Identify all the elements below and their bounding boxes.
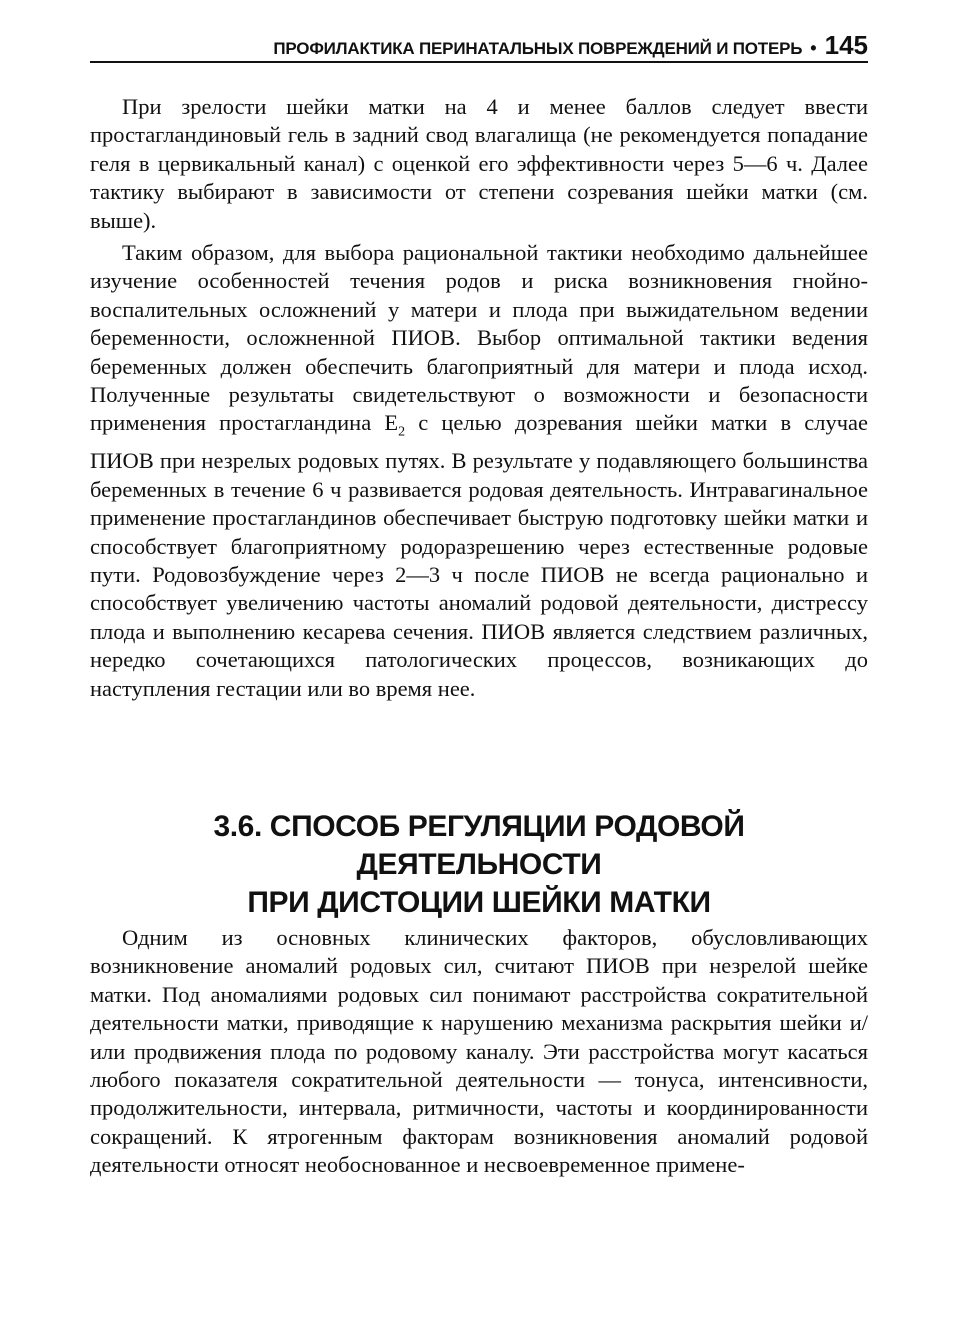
- paragraph-text: с целью дозревания шейки матки в случае ПИОВ при незрелых родовых путях. В результате у подавляющего большинства беременных в течение 6 ч развивается родовая деятельность. Интравагинальное применение простагландинов обеспечивает быструю подготовку шейки матки и способствует благоприятному родоразрешению через естественные родовые пути. Родовозбуждение через 2—3 ч после ПИОВ не всегда рационально и способствует увеличению частоты аномалий родовой деятельности, дистрессу плода и выполнению кесарева сечения. ПИОВ является следствием различных, нередко сочетающихся патологических процессов, возникающих до наступления гестации или во время нее.: [90, 410, 868, 701]
- header-rule: [90, 61, 868, 63]
- section-heading: [90, 808, 868, 922]
- page-number: 145: [824, 30, 868, 60]
- section-heading-line: 3.6. СПОСОБ РЕГУЛЯЦИИ РОДОВОЙ ДЕЯТЕЛЬНОСТИ: [213, 810, 745, 881]
- paragraph-text: Таким образом, для выбора рациональной тактики необходимо дальнейшее изучение особенностей течения родов и риска возникновения гнойно-воспалительных осложнений у матери и плода при выжидательном ведении беременности, осложненной ПИОВ. Выбор оптимальной тактики ведения беременных должен обеспечить благоприятный для матери и плода исход. Полученные результаты свидетельствуют о возможности и безопасности применения простагландина E: [90, 240, 868, 436]
- paragraph: При зрелости шейки матки на 4 и менее баллов следует ввести простагландиновый гель в задний свод влагалища (не рекомендуется попадание геля в цервикальный канал) с оценкой его эффективности через 5—6 ч. Далее тактику выбирают в зависимости от степени созревания шейки матки (см. выше).: [90, 94, 868, 233]
- bullet-separator: •: [810, 38, 817, 58]
- paragraph: Одним из основных клинических факторов, обусловливающих возникновение аномалий родовых сил, считают ПИОВ при незрелой шейке матки. Под аномалиями родовых сил понимают расстройства сократительной деятельности матки, приводящие к нарушению механизма раскрытия шейки и/или продвижения плода по родовому каналу. Эти расстройства могут касаться любого показателя сократительной деятельности — тонуса, интенсивности, продолжительности, интервала, ритмичности, частоты и координированности сокращений. К ятрогенным факторам возникновения аномалий родовой деятельности относят необоснованное и несвоевременное примене-: [90, 925, 868, 1178]
- running-head: [90, 30, 868, 64]
- body-text-top: [90, 93, 868, 703]
- subscript: 2: [398, 424, 406, 440]
- paragraph: [90, 239, 868, 703]
- section-heading-line: ПРИ ДИСТОЦИИ ШЕЙКИ МАТКИ: [247, 886, 711, 919]
- running-head-title: ПРОФИЛАКТИКА ПЕРИНАТАЛЬНЫХ ПОВРЕЖДЕНИЙ И ПОТЕРЬ: [273, 39, 803, 58]
- body-text-bottom: [90, 924, 868, 1180]
